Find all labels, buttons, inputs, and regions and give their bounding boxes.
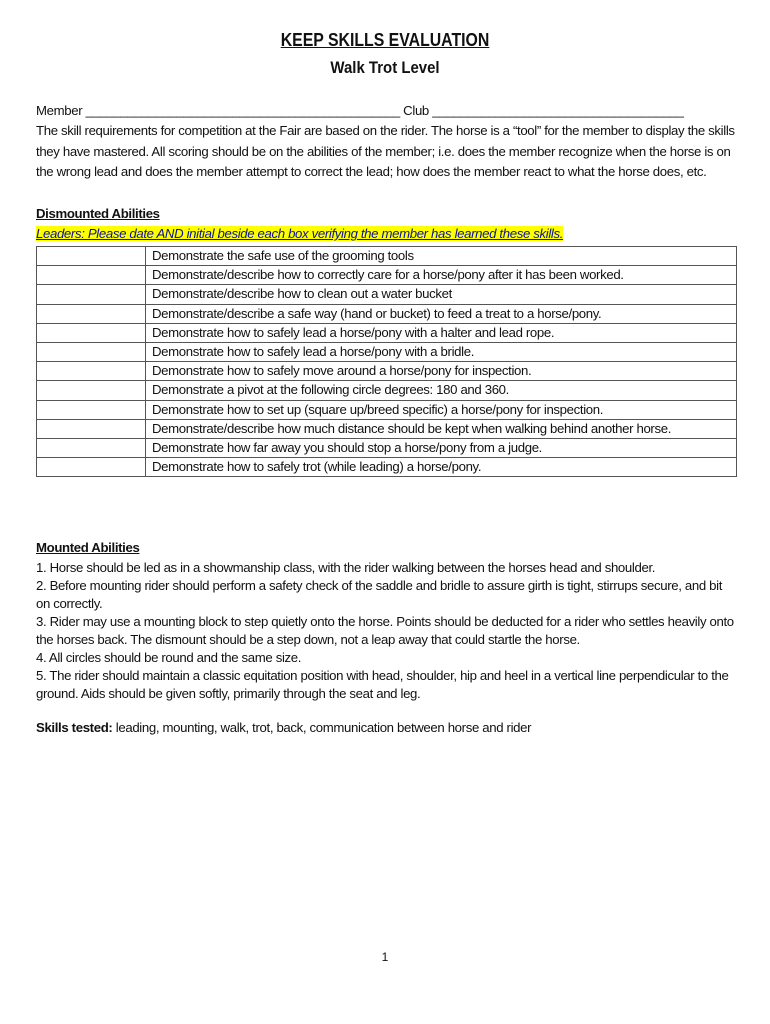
- date-initial-cell[interactable]: [37, 400, 146, 419]
- skill-cell: Demonstrate the safe use of the grooming tools: [146, 247, 737, 266]
- skill-cell: Demonstrate how to safely lead a horse/pony with a halter and lead rope.: [146, 323, 737, 342]
- skill-cell: Demonstrate how to safely move around a horse/pony for inspection.: [146, 362, 737, 381]
- skill-cell: Demonstrate a pivot at the following circle degrees: 180 and 360.: [146, 381, 737, 400]
- list-item: 3. Rider may use a mounting block to step quietly onto the horse. Points should be deducted for a rider who settles heavily onto the horses back. The dismount should be a step down, not a leap away that could startle the horse.: [36, 614, 734, 647]
- table-row: [37, 419, 737, 438]
- table-row: [37, 400, 737, 419]
- skills-tested-value: leading, mounting, walk, trot, back, communication between horse and rider: [112, 720, 532, 735]
- leaders-note-text: Leaders: Please date AND initial beside each box verifying the member has learned these skills.: [36, 226, 564, 241]
- skills-tested-label: Skills tested:: [36, 720, 113, 735]
- skill-cell: Demonstrate how to safely lead a horse/pony with a bridle.: [146, 342, 737, 361]
- list-item: 4. All circles should be round and the same size.: [36, 650, 302, 665]
- table-row: [37, 304, 737, 323]
- date-initial-cell[interactable]: [37, 285, 146, 304]
- date-initial-cell[interactable]: [37, 323, 146, 342]
- skill-cell: Demonstrate how to set up (square up/breed specific) a horse/pony for inspection.: [146, 400, 737, 419]
- skill-cell: Demonstrate/describe how much distance should be kept when walking behind another horse.: [146, 419, 737, 438]
- skills-tested-line: [36, 718, 736, 739]
- date-initial-cell[interactable]: [37, 438, 146, 457]
- member-club-line: Member _____________________________________________ Club ____________________________________: [36, 103, 684, 118]
- date-initial-cell[interactable]: [37, 247, 146, 266]
- mounted-heading: [36, 538, 736, 559]
- date-initial-cell[interactable]: [37, 362, 146, 381]
- date-initial-cell[interactable]: [37, 304, 146, 323]
- list-item: 5. The rider should maintain a classic equitation position with head, shoulder, hip and heel in a vertical line perpendicular to the ground. Aids should be given softly, primarily through the seat and leg.: [36, 668, 729, 701]
- date-initial-cell[interactable]: [37, 381, 146, 400]
- skill-cell: Demonstrate/describe how to clean out a water bucket: [146, 285, 737, 304]
- table-row: [37, 342, 737, 361]
- page-number: 1: [381, 950, 389, 964]
- dismounted-heading: [36, 204, 736, 225]
- date-initial-cell[interactable]: [37, 342, 146, 361]
- date-initial-cell[interactable]: [37, 266, 146, 285]
- skill-cell: Demonstrate/describe how to correctly care for a horse/pony after it has been worked.: [146, 266, 737, 285]
- table-row: [37, 323, 737, 342]
- dismounted-skills-table: [36, 246, 737, 477]
- date-initial-cell[interactable]: [37, 419, 146, 438]
- intro-paragraph: The skill requirements for competition at the Fair are based on the rider. The horse is a “tool” for the member to display the skills they have mastered. All scoring should be on the abilities of the member; i.e. does the member recognize when the horse is on the wrong lead and does the member attempt to correct the lead; how does the member react to what the horse does, etc.: [36, 123, 735, 179]
- table-row: [37, 362, 737, 381]
- document-subtitle: Walk Trot Level: [330, 58, 440, 77]
- leaders-note: [36, 224, 736, 245]
- date-initial-cell[interactable]: [37, 458, 146, 477]
- mounted-heading-text: Mounted Abilities: [36, 540, 140, 555]
- table-row: [37, 266, 737, 285]
- list-item: 2. Before mounting rider should perform a safety check of the saddle and bridle to assure girth is tight, stirrups secure, and bit on correctly.: [36, 578, 723, 611]
- skill-cell: Demonstrate how far away you should stop a horse/pony from a judge.: [146, 438, 737, 457]
- list-item: 1. Horse should be led as in a showmanship class, with the rider walking between the horses head and shoulder.: [36, 560, 656, 575]
- table-row: [37, 458, 737, 477]
- mounted-rules-list: [36, 559, 736, 703]
- table-row: [37, 438, 737, 457]
- table-row: [37, 285, 737, 304]
- table-row: [37, 381, 737, 400]
- document-title: KEEP SKILLS EVALUATION: [280, 30, 490, 50]
- table-row: [37, 247, 737, 266]
- skill-cell: Demonstrate/describe a safe way (hand or bucket) to feed a treat to a horse/pony.: [146, 304, 737, 323]
- dismounted-heading-text: Dismounted Abilities: [36, 206, 160, 221]
- skill-cell: Demonstrate how to safely trot (while leading) a horse/pony.: [146, 458, 737, 477]
